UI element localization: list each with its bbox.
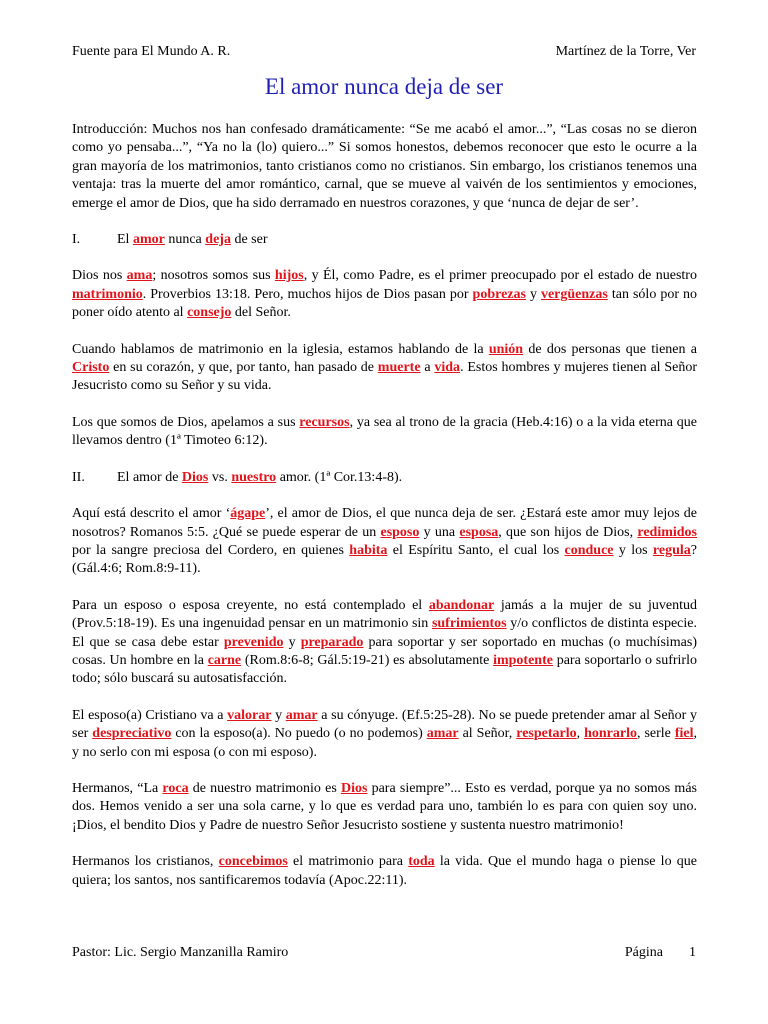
keyword: matrimonio <box>72 286 143 302</box>
keyword: habita <box>349 542 388 558</box>
section-heading-2 <box>72 469 697 487</box>
keyword: redimidos <box>637 524 697 540</box>
section-heading-1 <box>72 231 697 249</box>
section-title: El amor de Dios vs. nuestro amor. (1ª Cor.13:4-8). <box>117 469 403 485</box>
paragraph-7: Hermanos, “La roca de nuestro matrimonio es Dios para siempre”... Esto es verdad, porque ya no somos más dos. Hemos venido a ser una sola carne, y lo que es verdad para uno, también lo es para con quien soy uno. ¡Dios, el bendito Dios y Padre de nuestro Señor Jesucristo sostiene y sustenta nuestro matrimonio! <box>72 780 697 833</box>
keyword: despreciativo <box>92 726 172 742</box>
keyword: honrarlo <box>584 726 637 742</box>
paragraph-2: Cuando hablamos de matrimonio en la iglesia, estamos hablando de la unión de dos personas que tienen a Cristo en su corazón, y que, por tanto, han pasado de muerte a vida. Estos hombres y mujeres tienen al Señor Jesucristo como su Señor y su vida. <box>72 341 698 394</box>
paragraph-1: Dios nos ama; nosotros somos sus hijos, y Él, como Padre, es el primer preocupado por el estado de nuestro matrimonio. Proverbios 13:18. Pero, muchos hijos de Dios pasan por pobrezas y vergüenzas tan sólo por no poner oído atento al consejo del Señor. <box>72 268 697 321</box>
keyword: consejo <box>187 305 232 321</box>
section-title: El amor nunca deja de ser <box>117 232 268 248</box>
keyword: pobrezas <box>472 286 526 302</box>
keyword: abandonar <box>428 597 495 613</box>
keyword: recursos <box>299 414 350 430</box>
paragraph-8: Hermanos los cristianos, concebimos el matrimonio para toda la vida. Que el mundo haga o piense lo que quiera; los santos, nos santificaremos todavía (Apoc.22:11). <box>72 854 697 888</box>
keyword: Dios <box>340 780 368 796</box>
keyword: Cristo <box>72 360 110 376</box>
keyword: carne <box>207 652 242 668</box>
paragraph-6: El esposo(a) Cristiano va a valorar y amar a su cónyuge. (Ef.5:25-28). No se puede pretender amar al Señor y ser despreciativo con la esposo(a). No puedo (o no podemos) amar al Señor, respetarlo, honrarlo, serle fiel, y no serlo con mi esposa (o con mi esposo). <box>72 707 697 760</box>
keyword: esposa <box>459 524 499 540</box>
keyword: amar <box>285 707 318 723</box>
document-body <box>72 121 697 908</box>
keyword: unión <box>488 341 524 357</box>
keyword: amar <box>426 726 459 742</box>
keyword: preparado <box>300 634 364 650</box>
keyword: hijos <box>274 268 304 284</box>
keyword: amor <box>132 232 165 248</box>
keyword: ama <box>126 268 153 284</box>
keyword: sufrimientos <box>431 616 507 632</box>
keyword: impotente <box>493 652 553 668</box>
keyword: concebimos <box>218 854 288 870</box>
keyword: deja <box>205 232 231 248</box>
keyword: conduce <box>564 542 614 558</box>
section-number: I. <box>72 232 81 248</box>
intro-paragraph: Introducción: Muchos nos han confesado dramáticamente: “Se me acabó el amor...”, “Las cosas no se dieron como yo pensaba...”, “Ya no la (lo) quiero...” Si somos honestos, debemos reconocer que esto le ocurre a la gran mayoría de los matrimonios, tanto cristianos como no cristianos. Sin embargo, los cristianos tenemos una ventaja: tras la muerte del amor romántico, carnal, que se mueve al vaivén de los sentimientos y emociones, emerge el amor de Dios, que ha sido derramado en nuestros corazones, y que ‘nunca de dejar de ser’. <box>72 122 697 211</box>
keyword: muerte <box>377 360 421 376</box>
keyword: vergüenzas <box>540 286 608 302</box>
paragraph-4: Aquí está descrito el amor ‘ágape’, el amor de Dios, el que nunca deja de ser. ¿Estará este amor muy lejos de nosotros? Romanos 5:5. ¿Qué se puede esperar de un esposo y una esposa, que son hijos de Dios, redimidos por la sangre preciosa del Cordero, en quienes habita el Espíritu Santo, el cual los conduce y los regula? (Gál.4:6; Rom.8:9-11). <box>72 506 697 577</box>
keyword: respetarlo <box>516 726 577 742</box>
keyword: regula <box>652 542 691 558</box>
keyword: fiel <box>674 726 694 742</box>
paragraph-3: Los que somos de Dios, apelamos a sus recursos, ya sea al trono de la gracia (Heb.4:16) o a la vida eterna que llevamos dentro (1ª Timoteo 6:12). <box>72 414 697 449</box>
keyword: roca <box>162 780 189 796</box>
header-left-text: Fuente para El Mundo A. R. <box>72 44 231 59</box>
keyword: esposo <box>380 524 420 540</box>
document-title: El amor nunca deja de ser <box>264 74 504 99</box>
page-header <box>72 44 696 64</box>
keyword: toda <box>408 854 435 870</box>
keyword: valorar <box>227 707 272 723</box>
paragraph-5: Para un esposo o esposa creyente, no está contemplado el abandonar jamás a la mujer de su juventud (Prov.5:18-19). Es una ingenuidad pensar en un matrimonio sin sufrimientos y/o conflictos de distinta especie. El que se casa debe estar prevenido y preparado para soportar y ser soportado en muchas (o muchísimas) cosas. Un hombre en la carne (Rom.8:6-8; Gál.5:19-21) es absolutamente impotente para soportarlo o sufrirlo todo; sólo buscará su autosatisfacción. <box>72 597 697 687</box>
page-footer <box>72 945 696 965</box>
keyword: prevenido <box>223 634 284 650</box>
keyword: nuestro <box>231 469 277 485</box>
page-number: 1 <box>689 945 696 960</box>
header-right-text: Martínez de la Torre, Ver <box>555 44 696 59</box>
keyword: vida <box>434 360 461 376</box>
keyword: Dios <box>181 469 209 485</box>
page-label: Página <box>624 945 663 960</box>
footer-author: Pastor: Lic. Sergio Manzanilla Ramiro <box>72 945 289 960</box>
keyword: ágape <box>230 506 266 522</box>
section-number: II. <box>72 469 85 485</box>
page-indicator <box>625 945 696 961</box>
